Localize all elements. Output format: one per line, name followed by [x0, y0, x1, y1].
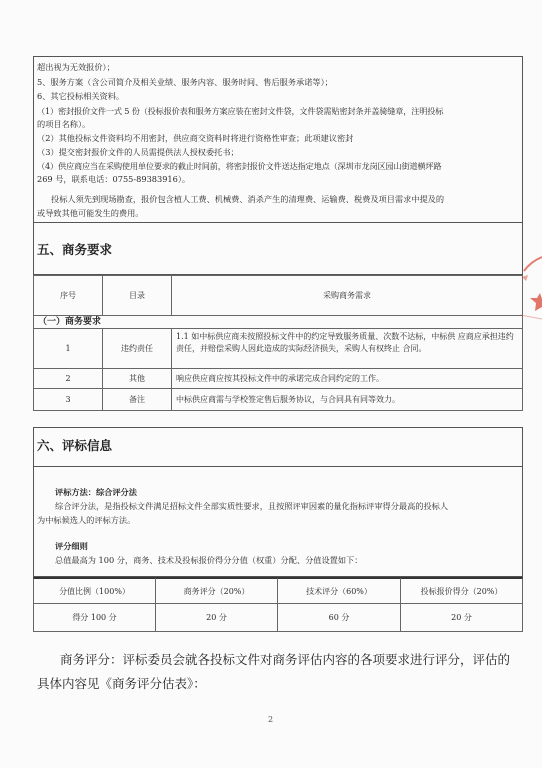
row2-text: 响应供应商应按其投标文件中的承诺完成合同约定的工作。: [171, 368, 523, 389]
bottom-paragraph-line-1: 商务评分：评标委员会就各投标文件对商务评估内容的各项要求进行评分，评估的: [60, 652, 511, 667]
score-value-4: 20 分: [400, 603, 523, 632]
score-header-1: 分值比例（100%）: [33, 577, 156, 604]
detail-title: 评分细则: [55, 541, 88, 551]
score-value-1: 得分 100 分: [33, 603, 156, 632]
section6-title: 六、评标信息: [37, 438, 113, 453]
table-header-item: 目录: [102, 275, 172, 316]
method-title: 评标方法：综合评分法: [55, 487, 137, 497]
method-line-2: 为中标候选人的评标方法。: [37, 515, 136, 525]
page-number: 2: [268, 715, 274, 724]
top-line-9: 269 号，联系电话：0755-89383916）。: [37, 174, 191, 184]
note-line-2: 或导致其他可能发生的费用。: [37, 208, 144, 218]
score-value-3: 60 分: [277, 603, 401, 632]
row1-no: 1: [33, 328, 103, 369]
row3-text: 中标供应商需与学校签定售后服务协议，与合同具有同等效力。: [171, 388, 523, 411]
score-header-2: 商务评分（20%）: [155, 577, 278, 604]
row2-no: 2: [33, 368, 103, 389]
row2-item: 其他: [102, 368, 172, 389]
red-stamp-icon: [518, 255, 542, 335]
row3-item: 备注: [102, 388, 172, 411]
top-line-1: 超出视为无效报价）；: [37, 62, 115, 72]
row3-no: 3: [33, 388, 103, 411]
note-line-1: 投标人须先到现场勘查，报价包含植人工费、机械费、消杀产生的清理费、运输费、税费及项目需求中提及的: [51, 194, 445, 204]
row1-text: [171, 328, 523, 369]
top-line-4: （1）密封报价文件一式 5 份（投标报价表和服务方案应装在密封文件袋，文件袋需贴密封条并盖骑缝章，注明投标: [37, 106, 444, 116]
table-group-row: （一）商务要求: [33, 315, 523, 329]
top-line-2: 5、服务方案（含公司简介及相关业绩、服务内容、服务时间、售后服务承诺等）；: [37, 77, 333, 87]
top-line-6: （2）其他投标文件资料均不用密封，供应商交资料时将进行资格性审查；此项建议密封: [37, 133, 354, 143]
row1-item: 违约责任: [102, 328, 172, 369]
top-line-5: 的项目名称）。: [37, 119, 91, 129]
detail-line: 总值最高为 100 分，商务、技术及投标报价得分分值（权重）分配、分值设置如下：: [55, 555, 363, 565]
method-line-1: 综合评分法，是指投标文件满足招标文件全部实质性要求，且按照评审因素的量化指标评审得分最高的投标人: [55, 501, 449, 511]
top-line-3: 6、其它投标相关资料。: [37, 91, 125, 101]
table-header-no: 序号: [33, 275, 103, 316]
top-line-7: （3）提交密封报价文件的人员需提供法人授权委托书；: [37, 147, 239, 157]
table-header-req: 采购商务需求: [171, 275, 523, 316]
top-line-8: （4）供应商应当在采购使用单位要求的截止时间前，将密封报价文件送达指定地点（深圳市龙岗区园山街道横坪路: [37, 161, 442, 171]
section6-divider: [33, 466, 523, 467]
row1-text-content: 1.1 如中标供应商未按照投标文件中的约定导致服务质量、次数不达标，中标供 应商应承担违约责任，并赔偿采购人因此造成的实际经济损失，采购人有权终止 合同。: [176, 332, 514, 353]
bottom-paragraph-line-2: 具体内容见《商务评分估表》：: [37, 676, 206, 691]
section5-title: 五、商务要求: [37, 242, 113, 257]
score-value-2: 20 分: [155, 603, 278, 632]
score-header-3: 技术评分（60%）: [277, 577, 401, 604]
score-header-4: 投标报价得分（20%）: [400, 577, 523, 604]
